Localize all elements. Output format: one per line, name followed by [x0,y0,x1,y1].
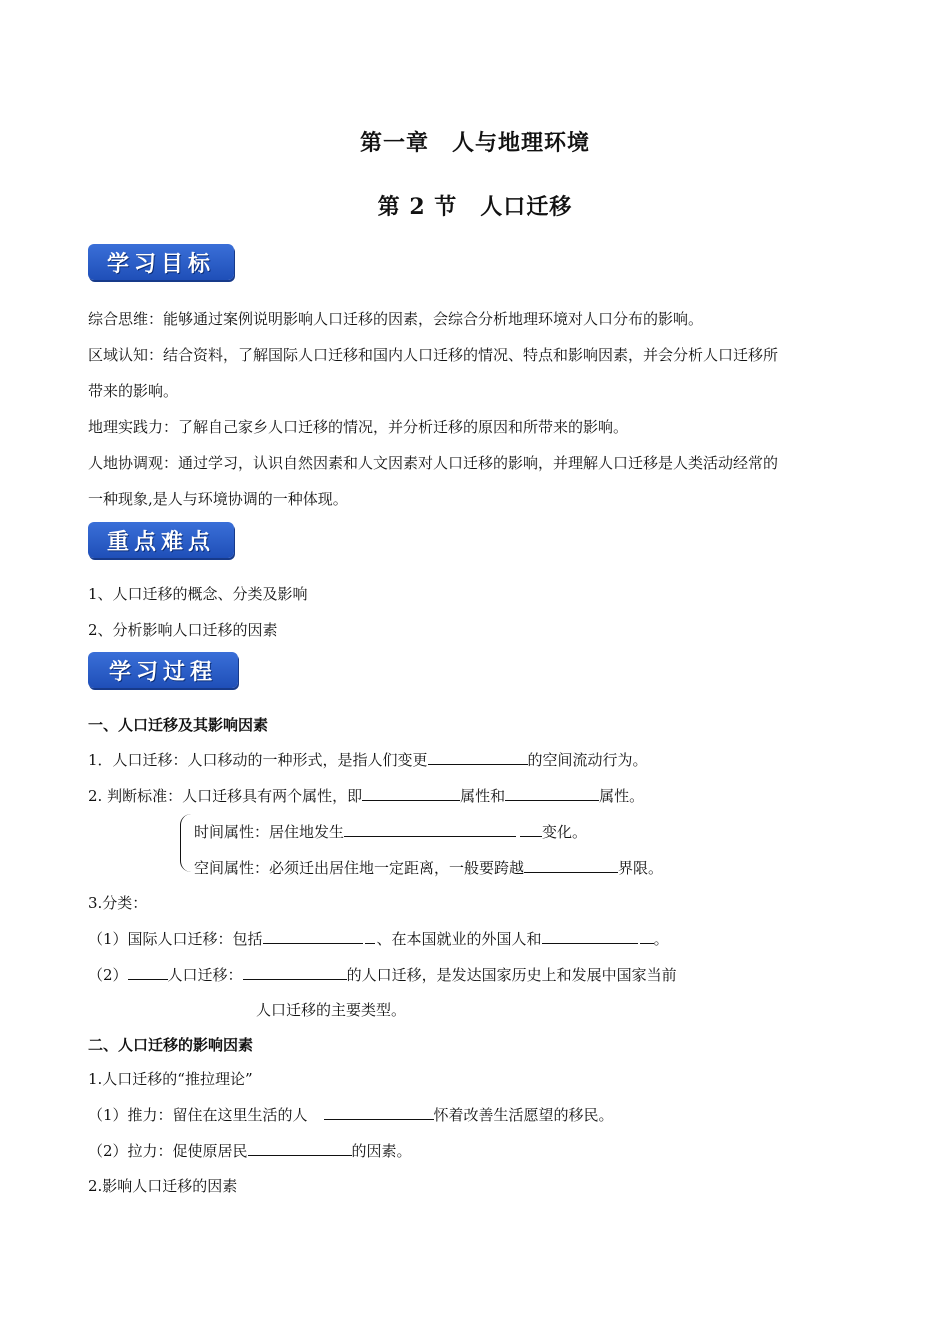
answer-blank[interactable] [640,927,654,944]
time-text: 时间属性：居住地发生 [194,823,345,841]
key-points-badge: 重点难点 [88,522,234,558]
intl-text: （1）国际人口迁移：包括 [88,930,263,948]
domestic-migration-cont: 人口迁移的主要类型。 [256,1001,407,1019]
answer-blank[interactable] [344,820,516,837]
question-1 [88,748,648,770]
objective-line: 区域认知：结合资料，了解国际人口迁移和国内人口迁移的情况、特点和影响因素，并会分析人口迁移所 [88,346,779,364]
answer-blank[interactable] [365,927,375,944]
answer-blank[interactable] [128,963,168,980]
section-title: 第 2 节 人口迁移 [377,194,573,220]
answer-blank[interactable] [324,1103,434,1120]
factors-heading: 2.影响人口迁移的因素 [88,1177,238,1195]
dom-mid: 人口迁移： [167,966,243,984]
question-2 [88,784,644,806]
answer-blank[interactable] [524,856,618,873]
key-point-item: 1、人口迁移的概念、分类及影响 [88,585,308,603]
answer-blank[interactable] [520,820,542,837]
q1-suffix: 的空间流动行为。 [527,751,648,769]
q2-text: 2. 判断标准：人口迁移具有两个属性，即 [88,787,363,805]
international-migration [88,927,669,949]
space-text: 空间属性：必须迁出居住地一定距离，一般要跨越 [194,859,525,877]
section2-heading: 二、人口迁移的影响因素 [88,1036,254,1054]
time-suffix: 变化。 [542,823,588,841]
intl-suffix: 。 [653,930,669,948]
q2-suffix: 属性。 [599,787,645,805]
domestic-migration [88,963,677,985]
answer-blank[interactable] [243,963,347,980]
q1-text: 1．人口迁移：人口移动的一种形式，是指人们变更 [88,751,428,769]
pull-suffix: 的因素。 [351,1142,412,1160]
dom-suffix: 的人口迁移，是发达国家历史上和发展中国家当前 [346,966,677,984]
objectives-badge: 学习目标 [88,244,234,280]
brace-symbol [180,814,191,872]
answer-blank[interactable] [362,784,460,801]
push-suffix: 怀着改善生活愿望的移民。 [433,1106,614,1124]
answer-blank[interactable] [505,784,599,801]
push-pull-theory: 1.人口迁移的“推拉理论” [88,1070,253,1088]
key-point-item: 2、分析影响人口迁移的因素 [88,621,278,639]
space-suffix: 界限。 [618,859,664,877]
answer-blank[interactable] [428,748,528,765]
answer-blank[interactable] [263,927,363,944]
dom-prefix: （2） [88,966,128,984]
classification-label: 3.分类： [88,894,148,912]
answer-blank[interactable] [542,927,638,944]
objective-line: 综合思维：能够通过案例说明影响人口迁移的因素，会综合分析地理环境对人口分布的影响。 [88,310,704,328]
time-attribute [194,820,587,842]
process-badge: 学习过程 [88,652,238,688]
pull-text: （2）拉力：促使原居民 [88,1142,248,1160]
objective-line: 带来的影响。 [88,382,179,400]
space-attribute [194,856,663,878]
push-factor [88,1103,614,1125]
objective-line: 人地协调观：通过学习，认识自然因素和人文因素对人口迁移的影响，并理解人口迁移是人类活动经常的 [88,454,779,472]
objective-line: 地理实践力：了解自己家乡人口迁移的情况，并分析迁移的原因和所带来的影响。 [88,418,629,436]
push-text: （1）推力：留住在这里生活的人 [88,1106,308,1124]
chapter-title: 第一章 人与地理环境 [359,130,590,156]
answer-blank[interactable] [248,1139,352,1156]
intl-mid: 、在本国就业的外国人和 [376,930,542,948]
q2-mid: 属性和 [460,787,506,805]
objective-line: 一种现象,是人与环境协调的一种体现。 [88,490,348,508]
pull-factor [88,1139,412,1161]
section1-heading: 一、人口迁移及其影响因素 [88,716,269,734]
